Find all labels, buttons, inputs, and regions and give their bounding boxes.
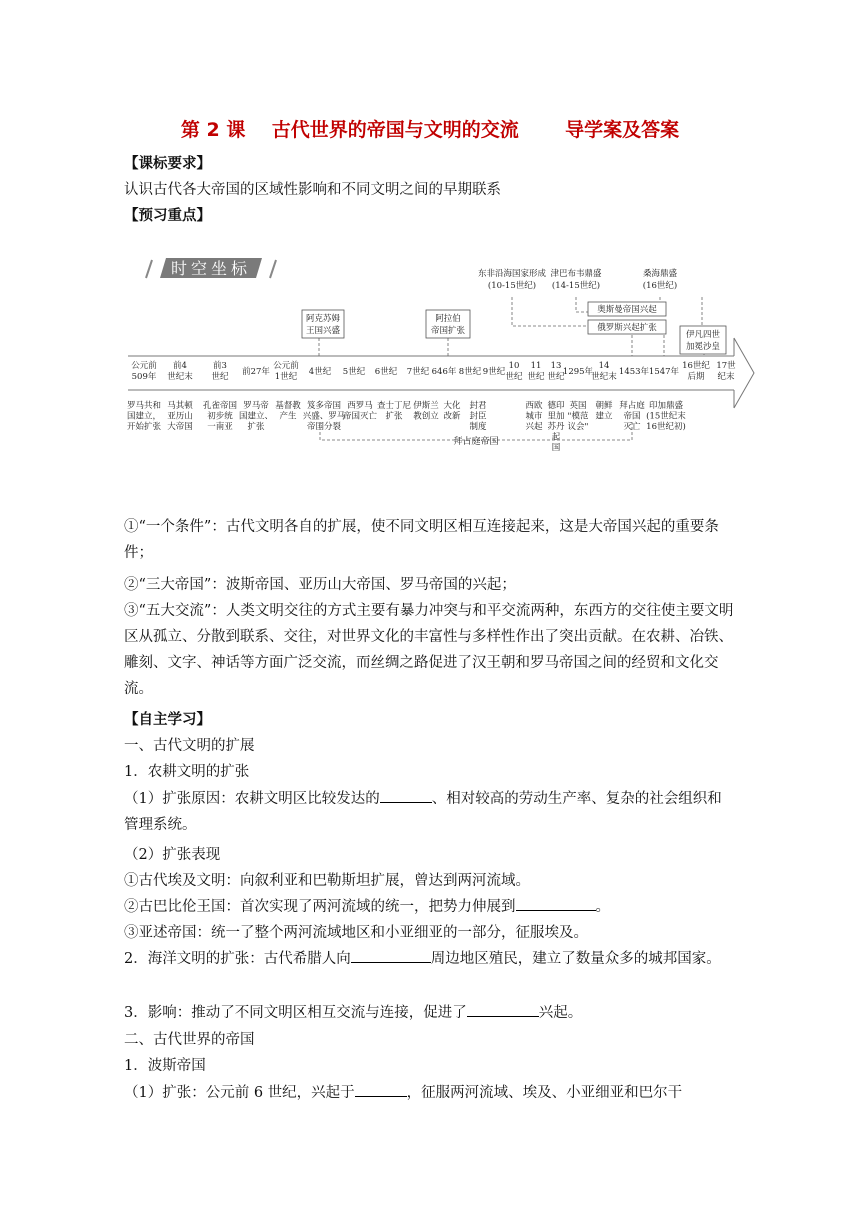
lower-event-label: 大化改新 [443, 401, 461, 422]
axis-tick-label: 646年 [431, 367, 457, 377]
axis-tick-label: 4世纪 [308, 367, 332, 377]
lower-event-label: 马其顿亚历山大帝国 [167, 401, 193, 432]
upper-event-label: 阿克苏姆王国兴盛 [305, 314, 341, 336]
lower-event-label: 伊斯兰教创立 [413, 401, 439, 422]
lower-event-label: 查士丁尼扩张 [376, 401, 412, 422]
paragraph [124, 868, 736, 894]
paragraph-text: ①古代埃及文明：向叙利亚和巴勒斯坦扩展，曾达到两河流域。 [124, 873, 530, 889]
paragraph [124, 598, 736, 702]
axis-tick-label: 6世纪 [374, 367, 398, 377]
section-heading-zizhu: 【自主学习】 [124, 711, 211, 728]
axis-tick-label: 10 世纪 [505, 361, 523, 382]
paragraph [124, 1080, 736, 1106]
paragraph-text: 二、古代世界的帝国 [124, 1032, 255, 1048]
axis-tick-label: 14 世纪末 [591, 361, 617, 382]
top-event-label: 桑海鼎盛(16世纪) [642, 269, 678, 291]
paragraph [124, 1027, 736, 1053]
kebiao-text: 认识古代各大帝国的区域性影响和不同文明之间的早期联系 [124, 182, 501, 198]
lower-event-label: 封君封臣制度 [469, 401, 487, 432]
paragraph [124, 1053, 736, 1079]
axis-tick-label: 17世纪末 [716, 361, 736, 382]
lower-event-label: 西罗马帝国灭亡 [342, 401, 378, 422]
paragraph [124, 572, 736, 598]
top-event-label: 津巴布韦鼎盛(14-15世纪) [550, 269, 602, 291]
axis-tick-label: 8世纪 [458, 367, 482, 377]
lower-event-label: 孔雀帝国初步统一南亚 [202, 401, 238, 432]
section-heading-kebiao: 【课标要求】 [124, 155, 211, 172]
axis-tick-label: 1295年 [562, 367, 594, 377]
axis-tick-label: 前3 世纪 [211, 361, 229, 382]
paragraph-text: 2．海洋文明的扩张：古代希腊人向 [124, 951, 351, 967]
upper-event-label: 伊凡四世加冕沙皇 [685, 330, 721, 352]
paragraph-text: ③亚述帝国：统一了整个两河流域地区和小亚细亚的一部分，征服埃及。 [124, 925, 588, 941]
lower-event-label: 罗马帝国建立、扩张 [238, 401, 274, 432]
paragraph-text: 兴起。 [538, 1005, 583, 1021]
axis-tick-label: 1547年 [648, 367, 680, 377]
axis-tick-label: 1453年 [618, 367, 650, 377]
paragraph-text: ②古巴比伦王国：首次实现了两河流域的统一，把势力伸展到 [124, 899, 516, 915]
lower-event-label: 朝鲜建立 [595, 401, 613, 422]
banner-label: 时空坐标 [170, 259, 252, 278]
paragraph [124, 842, 736, 868]
paragraph [124, 514, 736, 566]
timeline-figure [122, 250, 762, 480]
axis-tick-label: 5世纪 [342, 367, 366, 377]
paragraph [124, 759, 736, 785]
section-heading-yuxi: 【预习重点】 [124, 207, 211, 224]
paragraph-text: ①“一个条件”：古代文明各自的扩展，使不同文明区相互连接起来，这是大帝国兴起的重要条件； [124, 519, 719, 561]
paragraph-text: 、相对较高的劳动生产率、复杂的社会组织和管理系统。 [124, 791, 722, 833]
paragraph [124, 920, 736, 946]
answer-blank[interactable] [351, 948, 431, 963]
axis-tick-label: 13 世纪 [547, 361, 565, 382]
axis-tick-label: 前4 世纪末 [167, 361, 193, 382]
lower-event-label: 西欧城市兴起 [525, 401, 543, 432]
paragraph-text: ③“五大交流”：人类文明交往的方式主要有暴力冲突与和平交流两种，东西方的交往使主要文明区从孤立、分散到联系、交往，对世界文化的丰富性与多样性作出了突出贡献。在农耕、冶铁、雕刻、文字、神话等方面广泛交流，而丝绸之路促进了汉王朝和罗马帝国之间的经贸和文化交流。 [124, 603, 734, 697]
page-title: 第 2 课 古代世界的帝国与文明的交流 导学案及答案 [180, 119, 680, 141]
axis-tick-label: 公元前 509年 [131, 361, 157, 382]
upper-event-label: 阿拉伯帝国扩张 [430, 314, 466, 336]
lower-event-label: 基督教产生 [275, 401, 301, 422]
paragraph-text: 。 [595, 899, 610, 915]
upper-event-label: 俄罗斯兴起扩张 [597, 323, 657, 333]
paragraph-text: ②“三大帝国”：波斯帝国、亚历山大帝国、罗马帝国的兴起； [124, 577, 516, 593]
lower-event-label: 英国"模范议会" [567, 401, 589, 432]
lower-event-label: 罗马共和国建立，开始扩张 [126, 401, 162, 432]
axis-tick-label: 公元前 1世纪 [273, 361, 299, 382]
paragraph-text: 1．农耕文明的扩张 [124, 764, 250, 780]
paragraph [124, 1000, 736, 1026]
top-event-label: 东非沿海国家形成(10-15世纪) [477, 269, 547, 291]
paragraph-text: 周边地区殖民，建立了数量众多的城邦国家。 [430, 951, 721, 967]
paragraph [124, 786, 736, 838]
axis-tick-label: 16世纪后期 [682, 361, 710, 382]
axis-tick-label: 7世纪 [406, 367, 430, 377]
paragraph-text: （2）扩张表现 [124, 847, 221, 863]
upper-event-label: 奥斯曼帝国兴起 [597, 305, 657, 315]
lower-event-label: 印加鼎盛(15世纪末 16世纪初) [646, 401, 686, 432]
timeline-banner [146, 258, 276, 278]
lower-event-label: 德印里加苏丹起国 [547, 401, 565, 453]
paragraph-text: 3．影响：推动了不同文明区相互交流与连接，促进了 [124, 1005, 467, 1021]
paragraph-text: 一、古代文明的扩展 [124, 738, 255, 754]
axis-tick-label: 11 世纪 [527, 361, 545, 382]
paragraph-text: ，征服两河流域、埃及、小亚细亚和巴尔干 [406, 1085, 683, 1101]
lower-event-label: 拜占庭帝国灭亡 [619, 401, 645, 432]
paragraph-text: （1）扩张：公元前 6 世纪，兴起于 [124, 1085, 355, 1101]
axis-tick-label: 前27年 [242, 367, 270, 377]
paragraph [124, 733, 736, 759]
answer-blank[interactable] [467, 1002, 539, 1017]
byzantine-label: 拜占庭帝国 [453, 437, 499, 447]
axis-tick-label: 9世纪 [482, 367, 506, 377]
paragraph-text: 1．波斯帝国 [124, 1058, 206, 1074]
paragraph-text: （1）扩张原因：农耕文明区比较发达的 [124, 791, 380, 807]
answer-blank[interactable] [355, 1082, 407, 1097]
lower-event-label: 笈多帝国兴盛、罗马帝国分裂 [302, 401, 346, 432]
answer-blank[interactable] [380, 788, 432, 803]
answer-blank[interactable] [516, 896, 596, 911]
paragraph [124, 894, 736, 920]
paragraph [124, 946, 736, 972]
